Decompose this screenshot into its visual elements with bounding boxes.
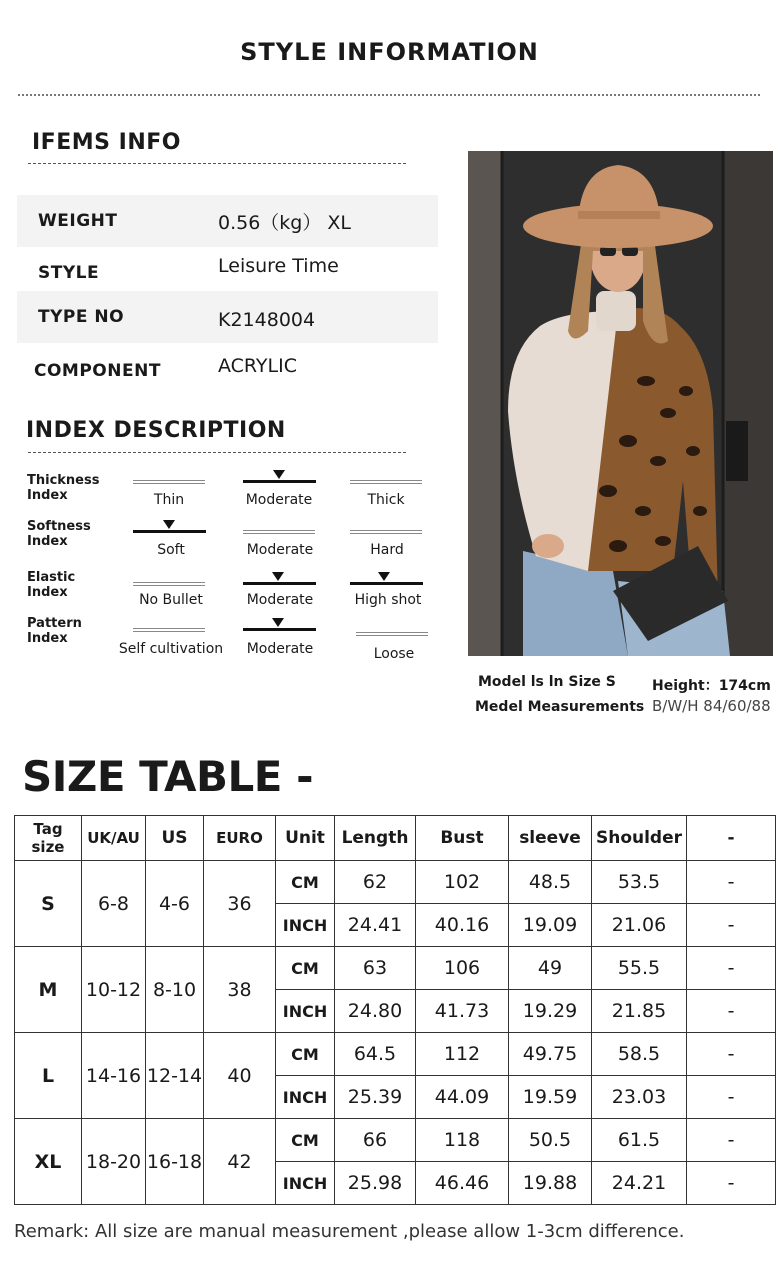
length-cell: 62 [335,861,416,904]
scale-bar [350,480,422,484]
index-label-line: Thickness [27,473,100,488]
bust-cell: 44.09 [416,1076,509,1119]
length-cell: 63 [335,947,416,990]
scale-option-label: Moderate [246,641,314,657]
unit-cell: CM [276,1033,335,1076]
header-extra: - [687,816,776,861]
header-uk-au: UK/AU [82,816,146,861]
tag-size-cell: S [15,861,82,947]
model-illustration [468,151,773,656]
euro-cell: 36 [204,861,276,947]
scale-bar-selected [243,480,316,483]
unit-cell: CM [276,1119,335,1162]
info-value: ACRYLIC [218,355,297,377]
uk-au-cell: 6-8 [82,861,146,947]
header-sleeve: sleeve [509,816,592,861]
scale-option-label: Hard [370,542,404,558]
length-cell: 64.5 [335,1033,416,1076]
scale-bar [243,530,315,534]
sleeve-cell: 19.88 [509,1162,592,1205]
table-header-row [15,816,776,861]
scale-option-label: Thick [367,492,405,508]
index-description-heading: INDEX DESCRIPTION [26,418,286,443]
uk-au-cell: 14-16 [82,1033,146,1119]
model-photo [468,151,773,656]
scale-option-label: No Bullet [139,592,203,608]
shoulder-cell: 24.21 [592,1162,687,1205]
scale-option-label: Moderate [246,542,314,558]
tag-size-cell: L [15,1033,82,1119]
model-size-text: Model ls ln Size S [478,674,616,690]
info-row-type-no [17,291,438,343]
items-info-divider [28,163,406,164]
index-label-line: Index [27,488,68,503]
scale-option-label: Loose [373,646,415,662]
info-row-weight [17,195,438,247]
extra-cell: - [687,1076,776,1119]
info-label: STYLE [38,263,100,283]
scale-bar-selected [133,530,206,533]
extra-cell: - [687,1033,776,1076]
extra-cell: - [687,1162,776,1205]
uk-au-cell: 10-12 [82,947,146,1033]
model-bwh-text: B/W/H 84/60/88 [652,697,771,715]
scale-bar [350,530,422,534]
unit-cell: INCH [276,1162,335,1205]
scale-bar-selected [243,628,316,631]
shoulder-cell: 61.5 [592,1119,687,1162]
scale-option-label: Moderate [246,592,314,608]
scale-option-label: High shot [354,592,422,608]
shoulder-cell: 58.5 [592,1033,687,1076]
sleeve-cell: 19.09 [509,904,592,947]
bust-cell: 112 [416,1033,509,1076]
elastic-index-label [27,570,75,600]
info-value: K2148004 [218,309,316,331]
size-table-title: SIZE TABLE - [22,752,314,801]
length-cell: 25.98 [335,1162,416,1205]
unit-cell: CM [276,947,335,990]
scale-bar-selected [243,582,316,585]
extra-cell: - [687,861,776,904]
title-divider [18,94,760,96]
extra-cell: - [687,904,776,947]
header-us: US [146,816,204,861]
remark-text: Remark: All size are manual measurement ,please allow 1-3cm difference. [14,1221,685,1242]
index-label-line: Index [27,631,68,646]
header-bust: Bust [416,816,509,861]
selected-arrow-icon [272,572,284,581]
index-label-line: Elastic [27,570,76,585]
unit-cell: INCH [276,1076,335,1119]
sleeve-cell: 48.5 [509,861,592,904]
extra-cell: - [687,1119,776,1162]
selected-arrow-icon [378,572,390,581]
model-height-text: Height：174cm [652,678,771,694]
unit-cell: INCH [276,990,335,1033]
index-label-line: Index [27,534,68,549]
info-label: TYPE NO [38,307,125,327]
header-shoulder: Shoulder [592,816,687,861]
shoulder-cell: 55.5 [592,947,687,990]
scale-bar-selected [350,582,423,585]
length-cell: 66 [335,1119,416,1162]
table-row [15,947,776,990]
header-tag-size: Tag size [15,816,82,861]
table-row [15,1119,776,1162]
pattern-index-label [27,616,82,646]
scale-bar [133,480,205,484]
euro-cell: 38 [204,947,276,1033]
unit-cell: CM [276,861,335,904]
size-table [14,815,776,1205]
tag-size-cell: XL [15,1119,82,1205]
scale-option-label: Thin [153,492,185,508]
bust-cell: 118 [416,1119,509,1162]
bust-cell: 40.16 [416,904,509,947]
info-row-component [17,343,438,395]
index-label-line: Pattern [27,616,82,631]
us-cell: 16-18 [146,1119,204,1205]
extra-cell: - [687,947,776,990]
shoulder-cell: 53.5 [592,861,687,904]
scale-bar [133,628,205,632]
info-value: Leisure Time [218,255,339,277]
scale-bar [133,582,205,586]
sleeve-cell: 19.59 [509,1076,592,1119]
selected-arrow-icon [272,618,284,627]
bust-cell: 46.46 [416,1162,509,1205]
unit-cell: INCH [276,904,335,947]
scale-bar [356,632,428,636]
us-cell: 12-14 [146,1033,204,1119]
euro-cell: 42 [204,1119,276,1205]
euro-cell: 40 [204,1033,276,1119]
page-title: STYLE INFORMATION [240,38,539,66]
info-label: COMPONENT [34,361,161,381]
sleeve-cell: 19.29 [509,990,592,1033]
index-divider [28,452,406,453]
extra-cell: - [687,990,776,1033]
table-row [15,1033,776,1076]
thickness-index-label [27,473,99,503]
info-value: 0.56（kg） XL [218,212,352,234]
table-row [15,861,776,904]
header-length: Length [335,816,416,861]
index-label-line: Index [27,585,68,600]
scale-option-label: Soft [157,542,185,558]
sleeve-cell: 49 [509,947,592,990]
shoulder-cell: 21.85 [592,990,687,1033]
bust-cell: 102 [416,861,509,904]
header-unit: Unit [276,816,335,861]
bust-cell: 41.73 [416,990,509,1033]
uk-au-cell: 18-20 [82,1119,146,1205]
softness-index-label [27,519,91,549]
us-cell: 8-10 [146,947,204,1033]
selected-arrow-icon [163,520,175,529]
shoulder-cell: 23.03 [592,1076,687,1119]
sleeve-cell: 49.75 [509,1033,592,1076]
info-label: WEIGHT [38,211,118,231]
length-cell: 24.41 [335,904,416,947]
scale-option-label: Self cultivation [118,641,224,657]
length-cell: 25.39 [335,1076,416,1119]
sleeve-cell: 50.5 [509,1119,592,1162]
shoulder-cell: 21.06 [592,904,687,947]
length-cell: 24.80 [335,990,416,1033]
model-measurements-text: Medel Measurements [475,699,645,715]
bust-cell: 106 [416,947,509,990]
scale-option-label: Moderate [245,492,313,508]
items-info-heading: IFEMS INFO [32,130,181,155]
header-euro: EURO [204,816,276,861]
us-cell: 4-6 [146,861,204,947]
selected-arrow-icon [273,470,285,479]
tag-size-cell: M [15,947,82,1033]
index-label-line: Softness [27,519,91,534]
